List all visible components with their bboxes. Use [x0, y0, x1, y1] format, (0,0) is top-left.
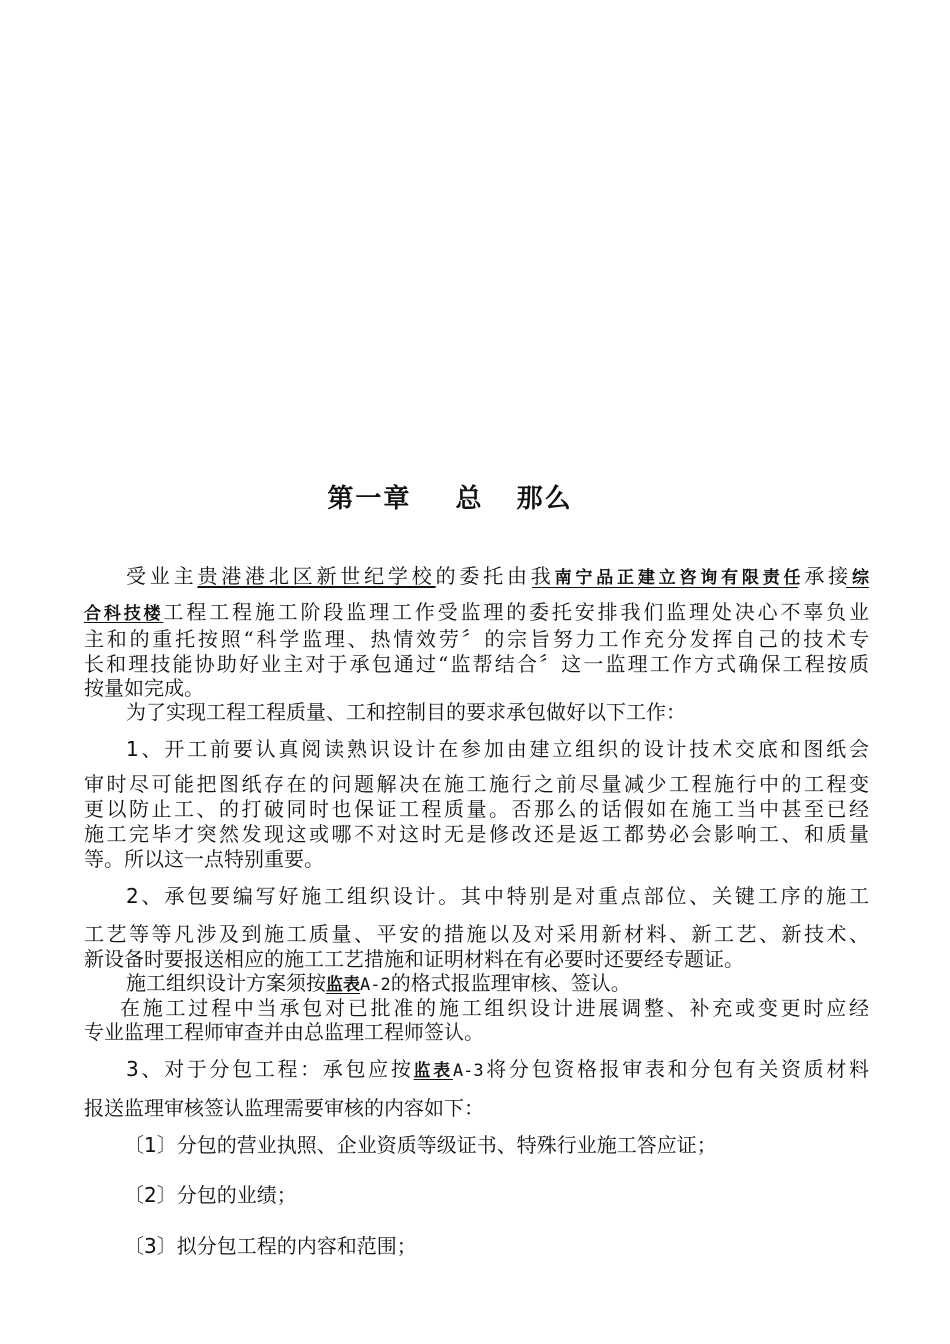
para1-line4: 长和理技能协助好业主对于承包通过“监帮结合〞这一监理工作方式确保工程按质 — [84, 652, 869, 676]
text: 的委托由我 — [435, 564, 555, 588]
text: 〔 — [124, 1133, 144, 1157]
sub-number: 1 — [144, 1133, 157, 1157]
text: 将分包资格报审表和分包有关资质材料 — [483, 1057, 870, 1081]
chapter-title: 第一章 总 那么 — [327, 484, 573, 514]
item2-line2: 工艺等等凡涉及到施工质量、平安的措施以及对采用新材料、新工艺、新技术、 — [84, 922, 869, 946]
item2-line6: 专业监理工程师审查并由总监理工程师签认。 — [84, 1020, 484, 1044]
para1-line5: 按量如完成。 — [84, 676, 204, 700]
text: 、开工前要认真阅读熟识设计在参加由建立组织的设计技术交底和图纸会 — [138, 737, 869, 761]
item3-line1 — [126, 1055, 869, 1085]
item1-line1 — [126, 735, 869, 763]
text: 〕拟分包工程的内容和范围； — [156, 1234, 417, 1258]
item-number: 1 — [126, 737, 139, 761]
item3-line2: 报送监理审核签认监理需要审核的内容如下： — [84, 1096, 484, 1120]
text: 的格式报监理审核、签认。 — [390, 971, 631, 995]
text: 〕分包的业绩； — [156, 1183, 297, 1207]
text: 工程工程施工阶段监理工作受监理的委托安排我们监理处决心不辜负业 — [163, 600, 870, 624]
text: 施工组织设计方案须按 — [126, 971, 326, 995]
form-code: A-3 — [452, 1061, 484, 1081]
item-number: 3 — [126, 1057, 139, 1081]
para1-line3: 主和的重托按照“科学监理、热情效劳〞的宗旨努力工作充分发挥自己的技术专 — [84, 627, 869, 651]
para1-line2 — [84, 598, 869, 628]
company-name: 南宁品正建立咨询有限责任 — [554, 568, 805, 588]
item1-line5: 等。所以这一点特别重要。 — [84, 847, 324, 871]
item3-sub1 — [124, 1131, 909, 1159]
item1-line2: 审时尽可能把图纸存在的问题解决在施工施行之前尽量减少工程施行中的工程变 — [84, 772, 869, 796]
form-code: A-2 — [360, 975, 391, 995]
form-reference: 监表 — [326, 975, 360, 995]
sub-number: 3 — [144, 1234, 157, 1258]
owner-name: 贵港港北区新世纪学校 — [197, 564, 436, 588]
item1-line4: 施工完毕才突然发现这或哪不对这时无是修改还是返工都势必会影响工、和质量 — [84, 822, 869, 846]
text: 〕分包的营业执照、企业资质等级证书、特殊行业施工答应证； — [156, 1133, 717, 1157]
project-name-part2: 合科技楼 — [84, 604, 164, 624]
item2-line1 — [126, 882, 869, 910]
para2-line1: 为了实现工程工程质量、工和控制目的要求承包做好以下工作： — [126, 700, 686, 724]
text: 〔 — [124, 1183, 144, 1207]
item3-sub2 — [124, 1181, 909, 1209]
item1-line3: 更以防止工、的打破同时也保证工程质量。否那么的话假如在施工当中甚至已经 — [84, 797, 869, 821]
item2-line3: 新设备时要报送相应的施工工艺措施和证明材料在有必要时还要经专题证。 — [84, 947, 744, 971]
text: 承接 — [804, 564, 852, 588]
item-number: 2 — [126, 884, 139, 908]
item3-sub3 — [124, 1232, 909, 1260]
company-underline — [532, 587, 798, 588]
text: 、对于分包工程：承包应按 — [138, 1057, 414, 1081]
text: 、承包要编写好施工组织设计。其中特别是对重点部位、关键工序的施工 — [138, 884, 869, 908]
project-name-part1: 综 — [852, 568, 869, 588]
text: 受业主 — [126, 564, 198, 588]
text: 〔 — [124, 1234, 144, 1258]
project-underline-1 — [846, 587, 869, 588]
item2-line5: 在施工过程中当承包对已批准的施工组织设计进展调整、补充或变更时应经 — [120, 996, 869, 1020]
sub-number: 2 — [144, 1183, 157, 1207]
form-reference: 监表 — [413, 1061, 453, 1081]
